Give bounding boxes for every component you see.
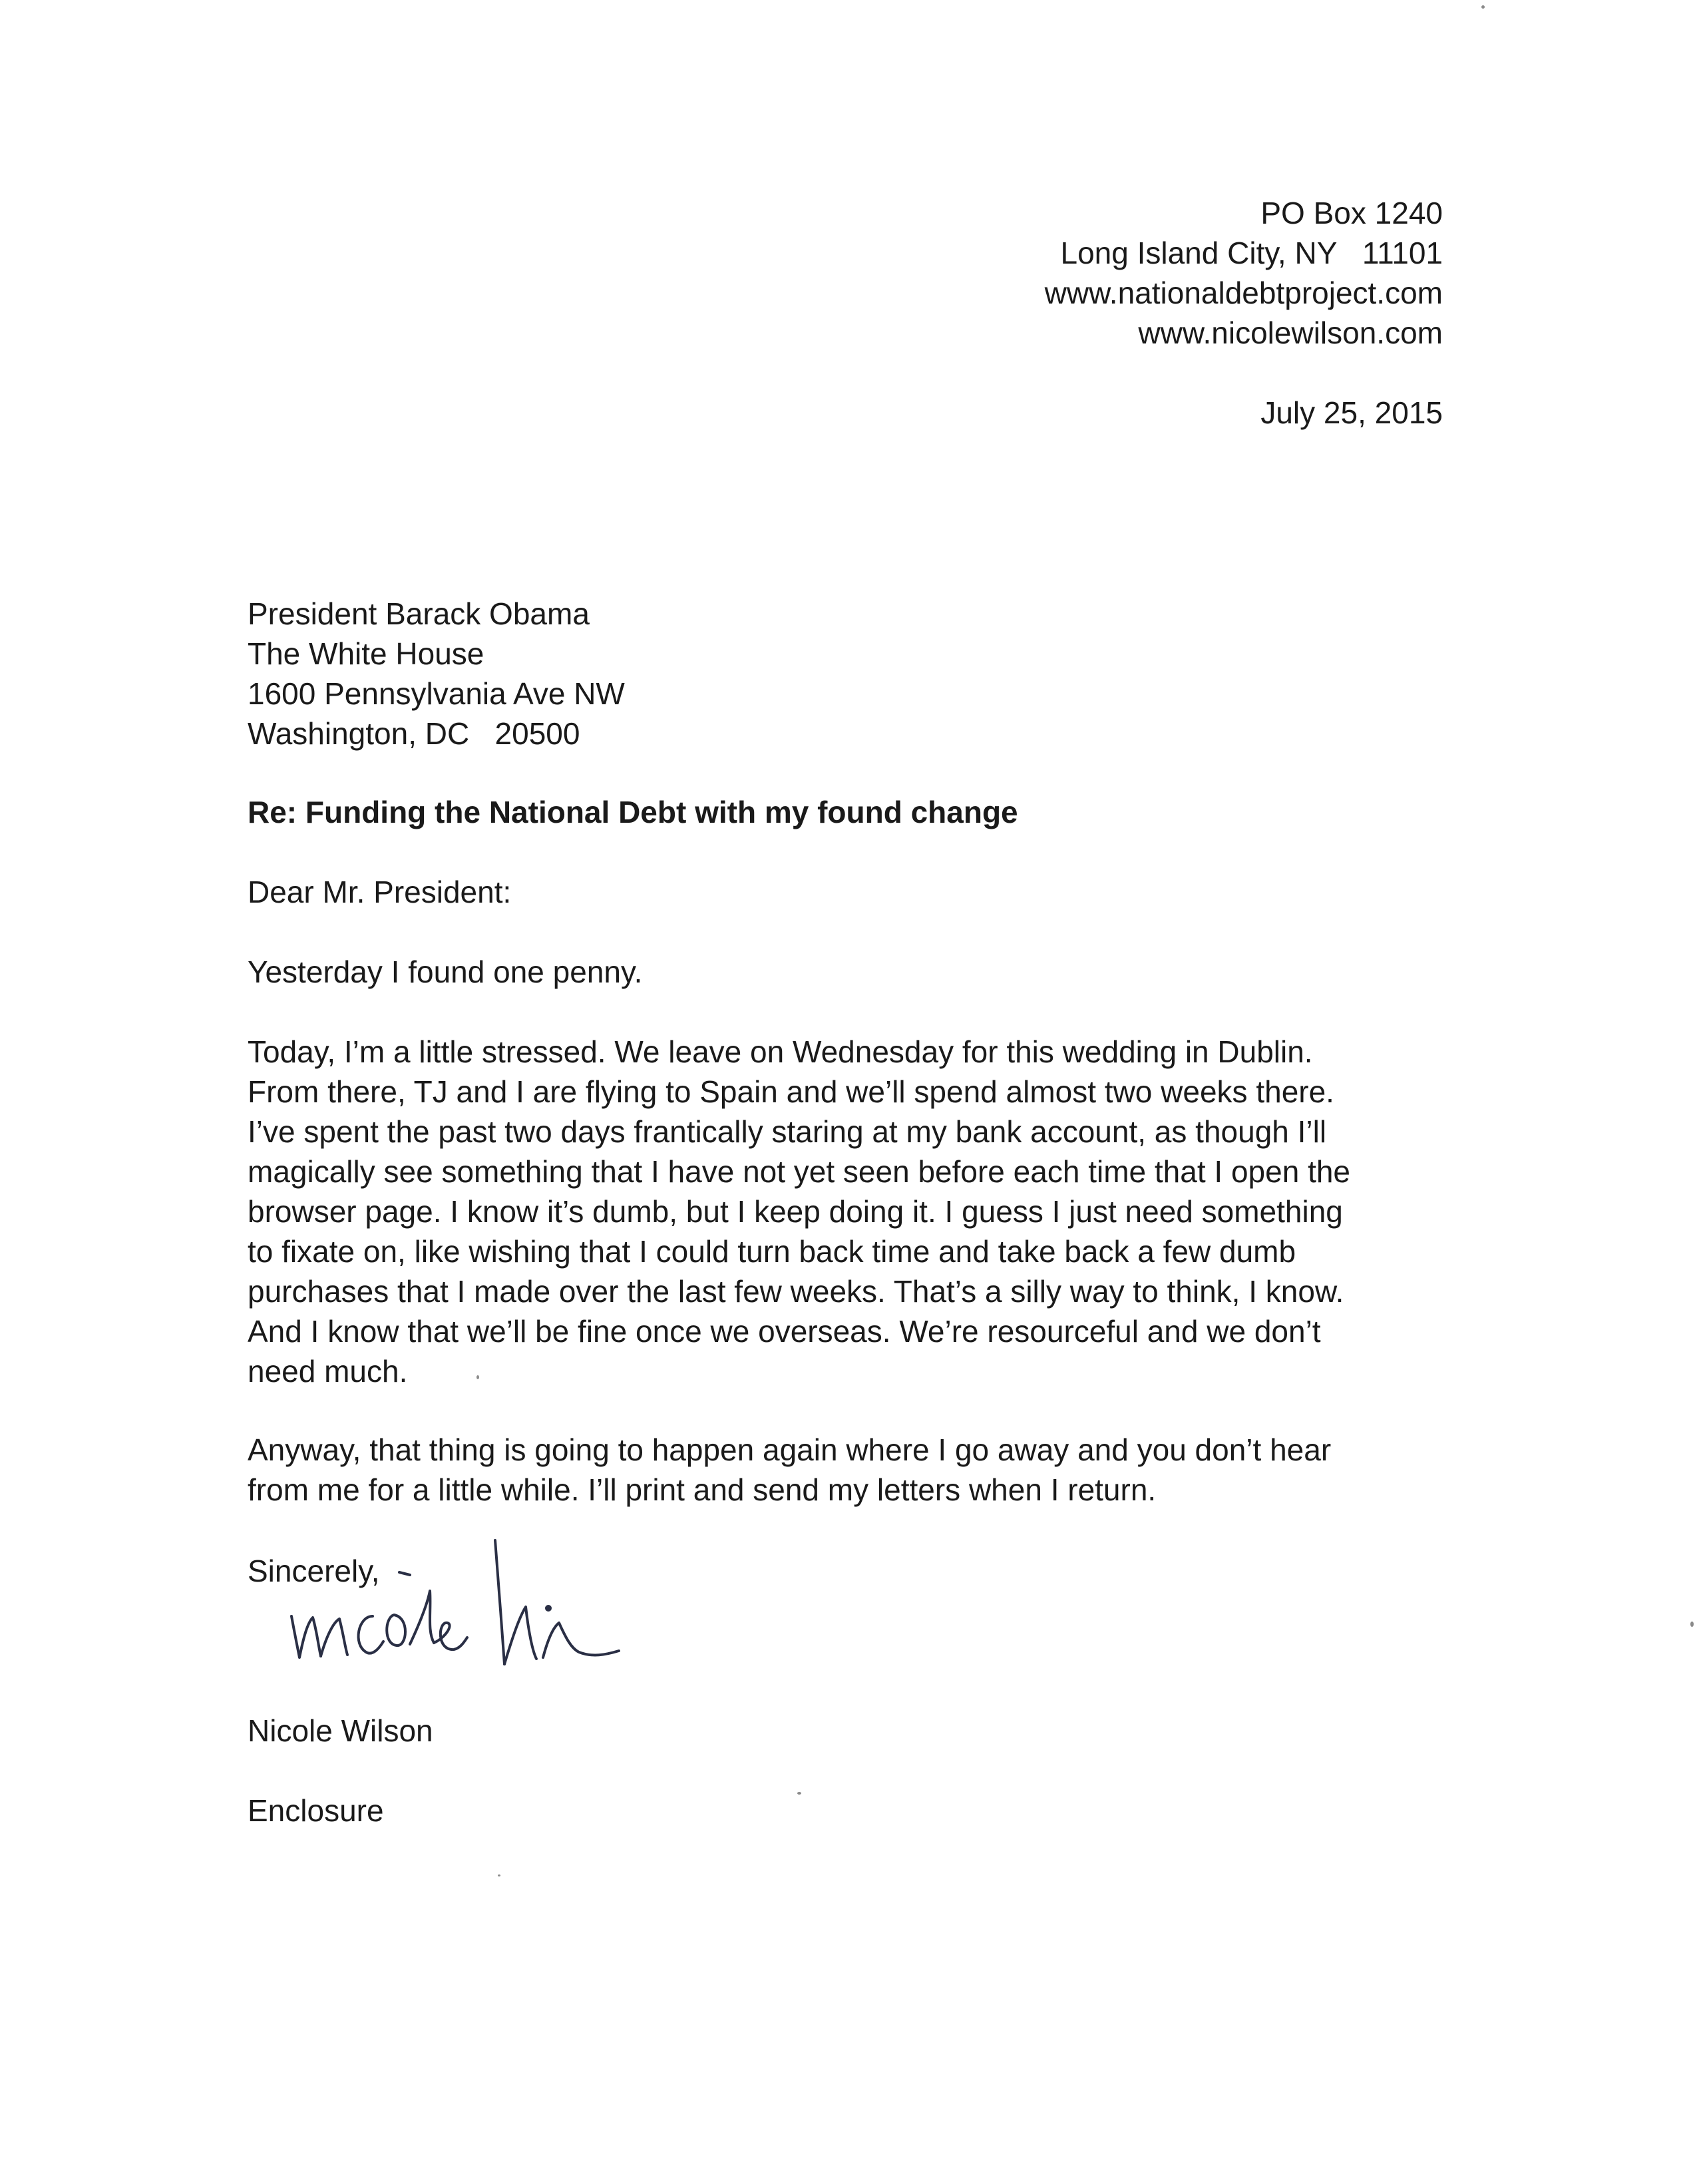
recipient-address-block [248,594,625,754]
paragraph-line: From there, TJ and I are flying to Spain and we’ll spend almost two weeks there. [248,1074,1334,1109]
sender-address-block [1045,193,1443,353]
scan-speck [498,1874,500,1876]
recipient-name: President Barack Obama [248,596,590,631]
paragraph-line: to fixate on, like wishing that I could turn back time and take back a few dumb [248,1234,1296,1269]
recipient-city-line: Washington, DC 20500 [248,716,580,751]
sender-po-box: PO Box 1240 [1260,196,1443,230]
signer-name: Nicole Wilson [248,1713,433,1748]
body-paragraph-1 [248,952,642,992]
paragraph-line: browser page. I know it’s dumb, but I keep doing it. I guess I just need something [248,1194,1343,1229]
enclosure-note: Enclosure [248,1793,384,1828]
sender-website-1: www.nationaldebtproject.com [1044,276,1443,310]
paragraph-line: I’ve spent the past two days frantically staring at my bank account, as though I’ll [248,1114,1327,1149]
paragraph-line: magically see something that I have not yet seen before each time that I open the [248,1154,1351,1189]
letter-date: July 25, 2015 [1260,395,1443,430]
scan-speck [1690,1622,1694,1627]
sender-website-2: www.nicolewilson.com [1138,316,1443,350]
scan-speck [797,1792,801,1795]
subject-line: Re: Funding the National Debt with my found change [248,795,1018,829]
salutation: Dear Mr. President: [248,875,512,909]
recipient-organization: The White House [248,636,484,671]
sender-city-line: Long Island City, NY 11101 [1060,236,1443,270]
paragraph-line: And I know that we’ll be fine once we overseas. We’re resourceful and we don’t [248,1314,1321,1349]
paragraph-line: Today, I’m a little stressed. We leave on Wednesday for this wedding in Dublin. [248,1034,1313,1069]
paragraph-line: Anyway, that thing is going to happen again where I go away and you don’t hear [248,1432,1332,1467]
paragraph-line: from me for a little while. I’ll print and send my letters when I return. [248,1472,1157,1507]
body-paragraph-2 [248,1032,1350,1391]
paragraph-line: need much. [248,1354,408,1389]
closing: Sincerely, [248,1554,380,1588]
paragraph-line: purchases that I made over the last few weeks. That’s a silly way to think, I know. [248,1274,1344,1309]
scan-speck [476,1375,479,1379]
body-paragraph-3 [248,1430,1331,1510]
handwritten-signature [280,1538,665,1691]
recipient-street: 1600 Pennsylvania Ave NW [248,676,625,711]
paragraph-line: Yesterday I found one penny. [248,955,643,989]
scan-speck [1481,5,1485,9]
